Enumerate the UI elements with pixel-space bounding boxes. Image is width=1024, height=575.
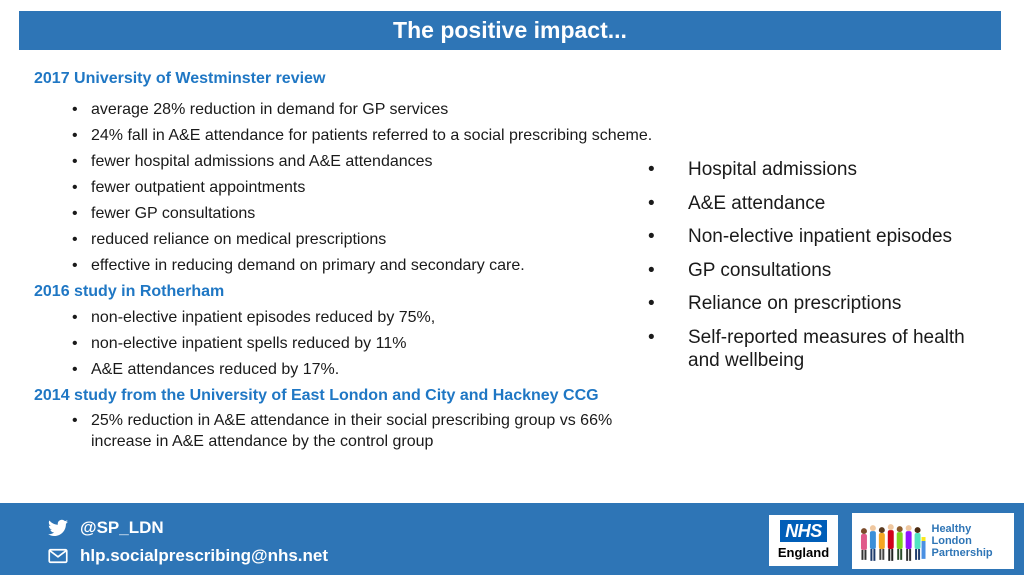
title-bar [19, 11, 1001, 50]
studies-panel [34, 68, 674, 457]
hlp-line-1: Healthy London [931, 523, 972, 547]
hlp-line-2: Partnership [931, 547, 993, 559]
nhs-mark: NHS [780, 520, 827, 542]
study-bullet-list [72, 410, 674, 452]
people-group-icon [858, 517, 928, 565]
email-address: hlp.socialprescribing@nhs.net [80, 546, 329, 565]
section-heading: 2016 study in Rotherham [34, 283, 225, 300]
page-title: The positive impact... [393, 17, 627, 43]
list-item: • 24% fall in A&E attendance for patients referred to a social prescribing scheme. [72, 125, 674, 146]
nhs-sub: England [777, 545, 830, 560]
impact-item: • Reliance on prescriptions [648, 292, 998, 315]
list-item: • 25% reduction in A&E attendance in their social prescribing group vs 66% increase in A&E attendance by the control group [72, 410, 674, 452]
twitter-handle: @SP_LDN [80, 518, 164, 537]
list-item: • average 28% reduction in demand for GP services [72, 99, 674, 120]
section-heading: 2017 University of Westminster review [34, 70, 326, 87]
email-contact[interactable] [48, 546, 328, 566]
impact-item: • Self-reported measures of health and wellbeing [648, 326, 998, 372]
footer-band [0, 503, 1024, 575]
hlp-wordmark [932, 523, 1015, 559]
impact-item: • Non-elective inpatient episodes [648, 225, 998, 248]
envelope-icon [48, 547, 68, 565]
list-item: • fewer outpatient appointments [72, 177, 674, 198]
impact-item: • GP consultations [648, 259, 998, 282]
list-item: • A&E attendances reduced by 17%. [72, 359, 674, 380]
list-item: • fewer GP consultations [72, 203, 674, 224]
nhs-england-logo [769, 515, 838, 566]
study-section-westminster [34, 68, 674, 276]
section-heading: 2014 study from the University of East London and City and Hackney CCG [34, 387, 599, 404]
study-section-rotherham [34, 281, 674, 380]
impact-list [648, 158, 998, 372]
list-item: • non-elective inpatient spells reduced by 11% [72, 333, 674, 354]
healthy-london-partnership-logo [852, 513, 1014, 569]
twitter-icon [48, 519, 68, 537]
list-item: • fewer hospital admissions and A&E attendances [72, 151, 674, 172]
study-bullet-list [72, 307, 674, 380]
list-item: • effective in reducing demand on primary and secondary care. [72, 255, 674, 276]
impact-item: • Hospital admissions [648, 158, 998, 181]
impact-panel [648, 158, 998, 382]
list-item: • reduced reliance on medical prescriptions [72, 229, 674, 250]
study-bullet-list [72, 99, 674, 276]
twitter-contact[interactable] [48, 518, 164, 538]
impact-item: • A&E attendance [648, 192, 998, 215]
study-section-east-london [34, 385, 674, 452]
list-item: • non-elective inpatient episodes reduced by 75%, [72, 307, 674, 328]
